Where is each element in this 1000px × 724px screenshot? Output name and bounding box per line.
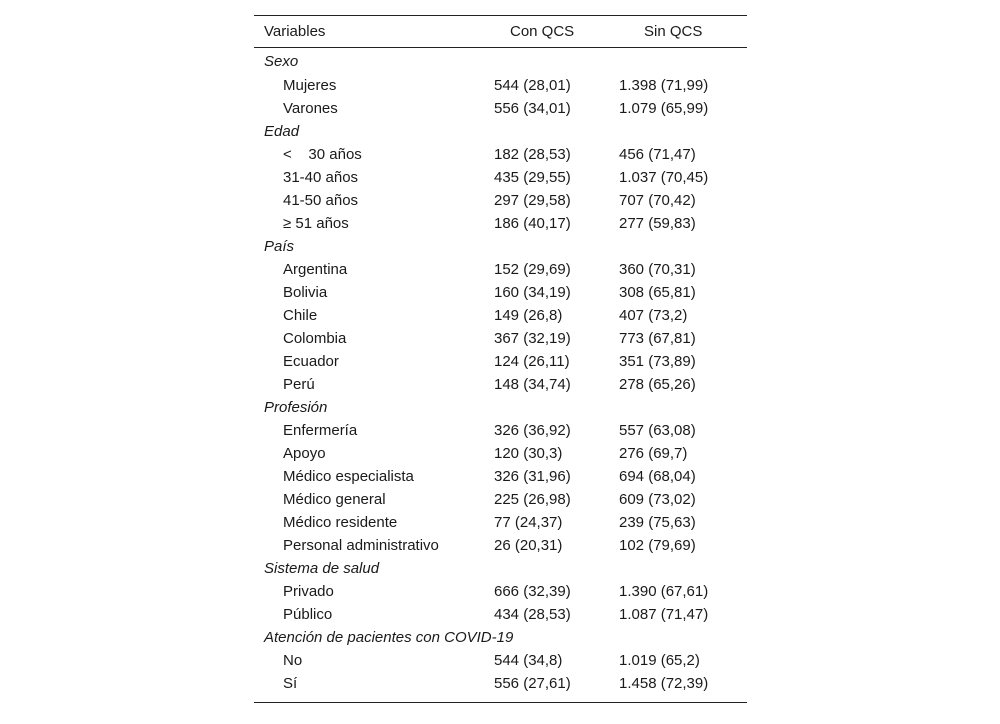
cell-sin-qcs: 557 (63,08)	[619, 422, 696, 439]
row-label: 41-50 años	[283, 192, 359, 209]
group-row	[254, 626, 747, 649]
table-row	[254, 189, 747, 212]
row-label: Privado	[283, 583, 334, 600]
row-label: Médico residente	[283, 514, 398, 531]
table-header	[254, 16, 747, 48]
row-label: Sí	[254, 672, 494, 703]
header-con-qcs: Con QCS	[510, 23, 575, 40]
cell-con-qcs: 120 (30,3)	[494, 445, 563, 462]
cell-con-qcs: 148 (34,74)	[494, 376, 571, 393]
cell-con-qcs: 556 (27,61)	[494, 672, 619, 703]
cell-sin-qcs: 609 (73,02)	[619, 491, 696, 508]
cell-con-qcs: 152 (29,69)	[494, 261, 571, 278]
cell-con-qcs: 186 (40,17)	[494, 215, 571, 232]
cell-sin-qcs: 1.079 (65,99)	[619, 100, 709, 117]
cell-sin-qcs: 276 (69,7)	[619, 445, 688, 462]
row-label: Argentina	[283, 261, 348, 278]
table-row	[254, 258, 747, 281]
table-row	[254, 373, 747, 396]
table-row	[254, 166, 747, 189]
cell-sin-qcs: 1.398 (71,99)	[619, 77, 709, 94]
group-title: Sistema de salud	[264, 560, 380, 577]
group-title: Atención de pacientes con COVID-19	[264, 629, 514, 646]
cell-sin-qcs: 277 (59,83)	[619, 215, 696, 232]
cell-con-qcs: 435 (29,55)	[494, 169, 571, 186]
cell-sin-qcs: 239 (75,63)	[619, 514, 696, 531]
table-row	[254, 488, 747, 511]
cell-sin-qcs: 278 (65,26)	[619, 376, 696, 393]
table-row	[254, 419, 747, 442]
cell-con-qcs: 124 (26,11)	[494, 353, 570, 370]
row-label: Personal administrativo	[283, 537, 439, 554]
group-row	[254, 235, 747, 258]
group-row	[254, 396, 747, 419]
row-label: Colombia	[283, 330, 347, 347]
cell-con-qcs: 367 (32,19)	[494, 330, 571, 347]
cell-sin-qcs: 360 (70,31)	[619, 261, 696, 278]
cell-sin-qcs: 1.458 (72,39)	[619, 672, 747, 703]
header-variables: Variables	[264, 23, 326, 40]
cell-sin-qcs: 1.019 (65,2)	[619, 652, 700, 669]
cell-con-qcs: 160 (34,19)	[494, 284, 571, 301]
cell-sin-qcs: 1.037 (70,45)	[619, 169, 709, 186]
header-row	[254, 16, 747, 48]
table-row	[254, 350, 747, 373]
cell-sin-qcs: 102 (79,69)	[619, 537, 696, 554]
row-label: Médico especialista	[283, 468, 414, 485]
group-title: Profesión	[264, 399, 328, 416]
row-label: Médico general	[283, 491, 386, 508]
cell-sin-qcs: 407 (73,2)	[619, 307, 688, 324]
table-row	[254, 212, 747, 235]
table-row	[254, 465, 747, 488]
row-label: Público	[283, 606, 333, 623]
cell-con-qcs: 556 (34,01)	[494, 100, 571, 117]
cell-con-qcs: 149 (26,8)	[494, 307, 563, 324]
cell-sin-qcs: 694 (68,04)	[619, 468, 696, 485]
row-label: < 30 años	[283, 146, 362, 163]
group-row	[254, 120, 747, 143]
table-body	[254, 48, 747, 703]
cell-con-qcs: 326 (36,92)	[494, 422, 571, 439]
table-row	[254, 442, 747, 465]
row-label: 31-40 años	[283, 169, 359, 186]
cell-con-qcs: 326 (31,96)	[494, 468, 571, 485]
cell-con-qcs: 77 (24,37)	[494, 514, 563, 531]
table-row	[254, 649, 747, 672]
cell-sin-qcs: 308 (65,81)	[619, 284, 696, 301]
table-row	[254, 97, 747, 120]
table-row	[254, 534, 747, 557]
group-title: Edad	[264, 123, 300, 140]
table-row	[254, 143, 747, 166]
cell-sin-qcs: 1.087 (71,47)	[619, 606, 709, 623]
row-label: Chile	[283, 307, 318, 324]
data-table-container	[254, 15, 747, 703]
table-row	[254, 603, 747, 626]
cell-sin-qcs: 707 (70,42)	[619, 192, 696, 209]
cell-sin-qcs: 351 (73,89)	[619, 353, 696, 370]
cell-con-qcs: 544 (28,01)	[494, 77, 571, 94]
table-row	[254, 511, 747, 534]
cell-con-qcs: 297 (29,58)	[494, 192, 571, 209]
cell-con-qcs: 666 (32,39)	[494, 583, 571, 600]
table-row	[254, 580, 747, 603]
table-row	[254, 672, 747, 703]
table-row	[254, 74, 747, 97]
row-label: Ecuador	[283, 353, 339, 370]
group-row	[254, 557, 747, 580]
group-title: Sexo	[264, 52, 299, 70]
cell-sin-qcs: 456 (71,47)	[619, 146, 696, 163]
cell-sin-qcs: 773 (67,81)	[619, 330, 696, 347]
header-sin-qcs: Sin QCS	[644, 23, 703, 40]
cell-con-qcs: 26 (20,31)	[494, 537, 563, 554]
table-row	[254, 327, 747, 350]
cell-con-qcs: 544 (34,8)	[494, 652, 563, 669]
cell-sin-qcs: 1.390 (67,61)	[619, 583, 709, 600]
row-label: Mujeres	[283, 77, 337, 94]
row-label: Varones	[283, 100, 338, 117]
group-row	[254, 48, 747, 75]
row-label: Enfermería	[283, 422, 358, 439]
row-label: ≥ 51 años	[283, 215, 349, 232]
cell-con-qcs: 434 (28,53)	[494, 606, 571, 623]
cell-con-qcs: 225 (26,98)	[494, 491, 571, 508]
table-row	[254, 304, 747, 327]
group-title: País	[264, 238, 295, 255]
data-table	[254, 15, 747, 703]
cell-con-qcs: 182 (28,53)	[494, 146, 571, 163]
row-label: Perú	[283, 376, 315, 393]
row-label: Apoyo	[283, 445, 326, 462]
row-label: Bolivia	[283, 284, 328, 301]
row-label: No	[283, 652, 303, 669]
table-row	[254, 281, 747, 304]
